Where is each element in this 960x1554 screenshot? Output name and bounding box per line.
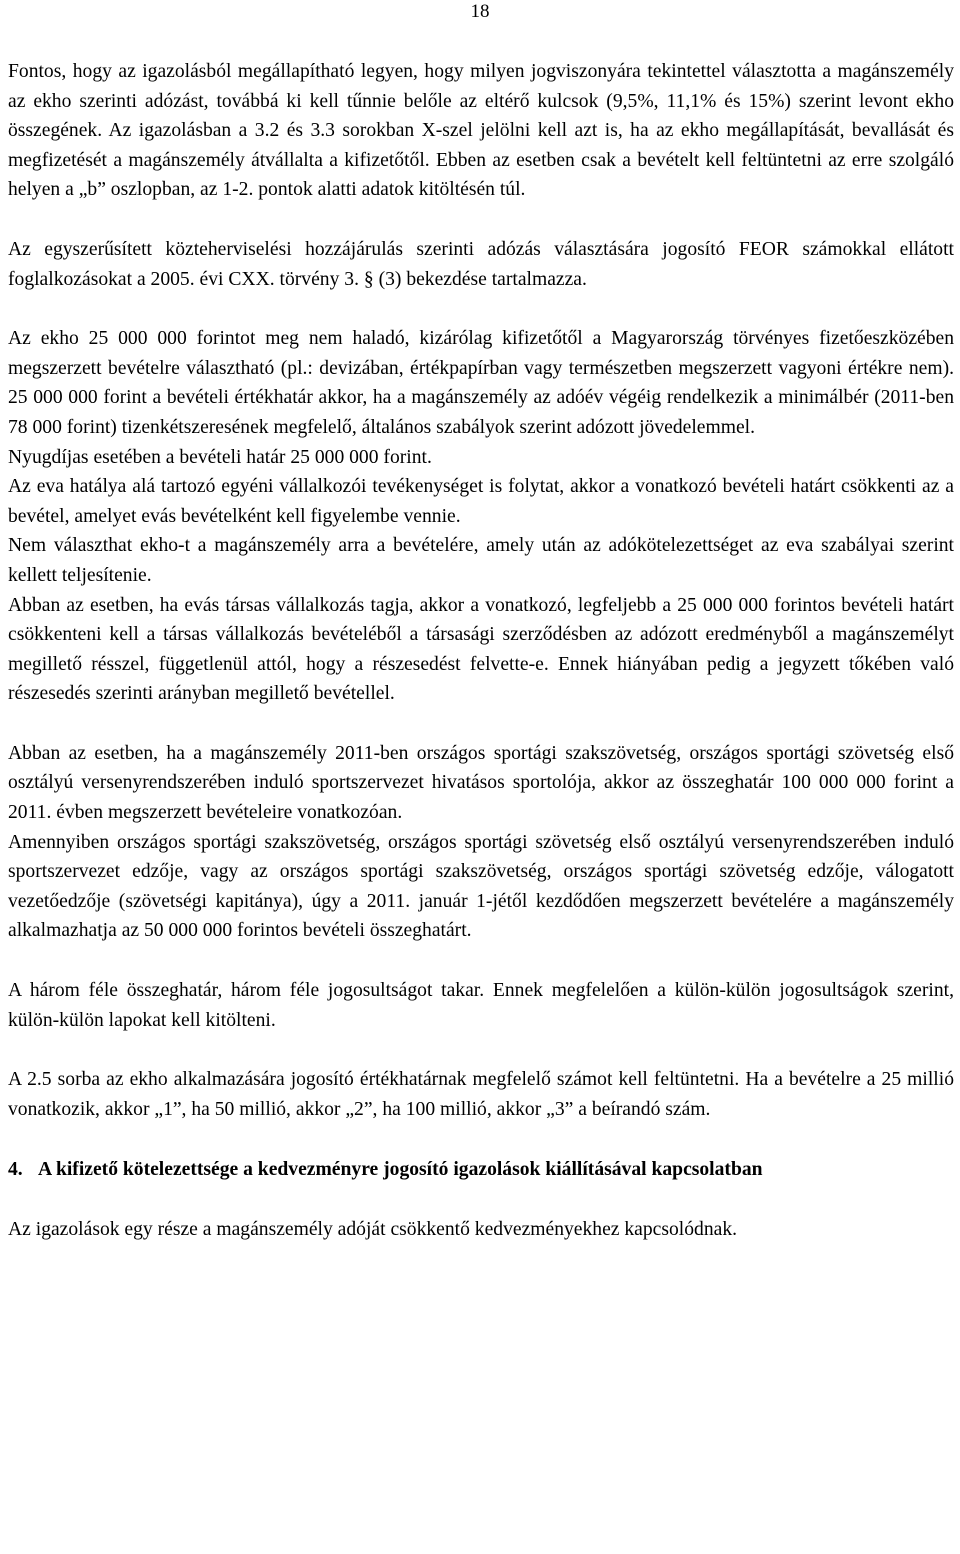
paragraph-eva: Az eva hatálya alá tartozó egyéni vállalkozói tevékenységet is folytat, akkor a vonatkozó bevételi határt csökkenti az a bevétel, amelyet evás bevételként kell figyelembe vennie. xyxy=(8,476,954,527)
paragraph-pensioner: Nyugdíjas esetében a bevételi határ 25 000 000 forint. xyxy=(8,446,432,468)
page-number: 18 xyxy=(470,1,490,22)
paragraph-three-limits: A három féle összeghatár, három féle jogosultságot takar. Ennek megfelelően a külön-külön jogosultságok szerint, külön-külön lapokat kell kitölteni. xyxy=(8,980,954,1031)
paragraph-certificate-content: Fontos, hogy az igazolásból megállapítható legyen, hogy milyen jogviszonyára tekintettel választotta a magánszemély az ekho szerinti adózást, továbbá ki kell tűnnie belőle az eltérő kulcsok (9,5%, 11,1% és 15%) szerint levont ekho összegének. Az igazolásban a 3.2 és 3.3 sorokban X-szel jelölni kell azt is, ha az ekho megállapítását, bevallását és megfizetését a magánszemély átvállalta a kifizetőtől. Ebben az esetben csak a bevételt kell feltüntetni az erre szolgáló helyen a „b” oszlopban, az 1-2. pontok alatti adatok kitöltésén túl. xyxy=(8,61,954,201)
paragraph-closing: Az igazolások egy része a magánszemély adóját csökkentő kedvezményekhez kapcsolódnak. xyxy=(8,1219,738,1240)
paragraph-feor: Az egyszerűsített közteherviselési hozzájárulás szerinti adózás választására jogosító FEOR számokkal ellátott foglalkozásokat a 2005. évi CXX. törvény 3. § (3) bekezdése tartalmazza. xyxy=(8,238,954,290)
section-heading xyxy=(8,1155,954,1185)
section-number: 4. xyxy=(8,1159,23,1181)
paragraph-row-2-5: A 2.5 sorba az ekho alkalmazására jogosító értékhatárnak megfelelő számot kell feltüntetni. Ha a bevételre a 25 millió vonatkozik, akkor „1”, ha 50 millió, akkor „2”, ha 100 millió, akkor „3” a beírandó szám. xyxy=(8,1069,954,1120)
paragraph-athlete: Abban az esetben, ha a magánszemély 2011-ben országos sportági szakszövetség, országos sportági szövetség első osztályú versenyrendszerében induló sportszervezet hivatásos sportolója, akkor az összeghatár 100 000 000 forint a 2011. évben megszerzett bevételeire vonatkozóan. xyxy=(8,742,954,824)
document-body xyxy=(8,57,954,1245)
section-title: A kifizető kötelezettsége a kedvezményre jogosító igazolások kiállításával kapcsolatban xyxy=(38,1159,763,1181)
paragraph-coach: Amennyiben országos sportági szakszövetség, országos sportági szövetség első osztályú versenyrendszerében induló sportszervezet edzője, vagy az országos sportági szakszövetség, országos sportági szövetség edzője, válogatott vezetőedzője (szövetségi kapitánya), úgy a 2011. január 1-jétől kezdődően megszerzett bevételére a magánszemély alkalmazhatja az 50 000 000 forintos bevételi összeghatárt. xyxy=(8,831,954,942)
paragraph-company-member: Abban az esetben, ha evás társas vállalkozás tagja, akkor a vonatkozó, legfeljebb a 25 000 000 forintos bevételi határt csökkenteni kell a társas vállalkozás bevételéből a társasági szerződésben az adózott eredményből a magánszemélyt megillető résszel, függetlenül attól, hogy a részesedést felvette-e. Ennek hiányában pedig a jegyzett tőkében való részesedés szerinti arányban megillető bevétellel. xyxy=(8,594,954,705)
paragraph-ekho-limit: Az ekho 25 000 000 forintot meg nem haladó, kizárólag kifizetőtől a Magyarország törvényes fizetőeszközében megszerzett bevételre választható (pl.: devizában, értékpapírban vagy természetben megszerzett vagyoni értékre nem). 25 000 000 forint a bevételi értékhatár akkor, ha a magánszemély az adóév végéig rendelkezik a minimálbér (2011-ben 78 000 forint) tizenkétszeresének megfelelő, általános szabályok szerint adózott jövedelemmel. xyxy=(8,328,954,438)
paragraph-no-ekho: Nem választhat ekho-t a magánszemély arra a bevételére, amely után az adókötelezettséget az eva szabályai szerint kellett teljesítenie. xyxy=(8,535,954,586)
